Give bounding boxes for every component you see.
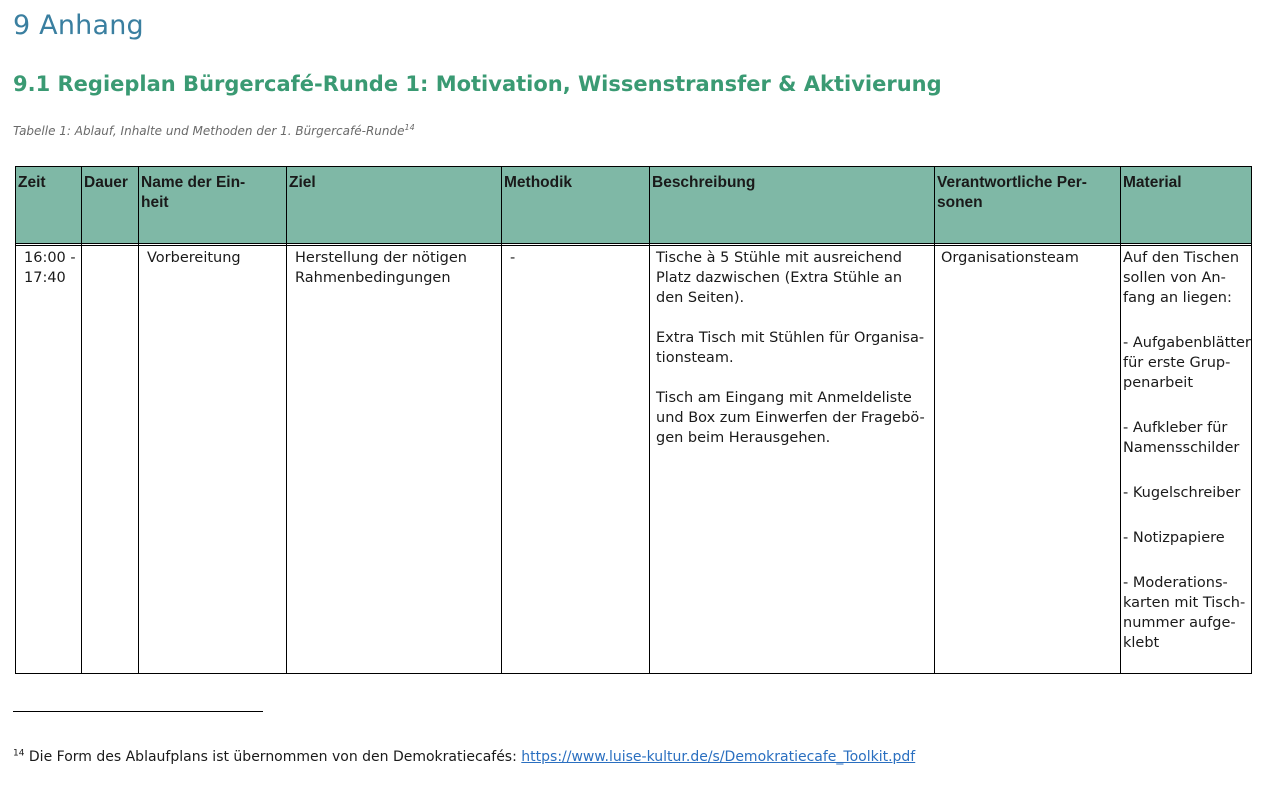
footnote-number: 14 <box>13 748 25 759</box>
header-zeit: Zeit <box>16 167 82 244</box>
caption-footnote-ref[interactable]: 14 <box>404 123 415 132</box>
header-material: Material <box>1121 167 1252 244</box>
beschreibung-paragraph: Tisch am Eingang mit Anmeldeliste und Box zum Einwerfen der Fragebö- gen beim Herausgehen. <box>656 390 925 446</box>
subsection-title: 9.1 Regieplan Bürgercafé-Runde 1: Motivation, Wissenstransfer & Aktivierung <box>13 72 942 96</box>
cell-beschreibung <box>650 246 935 674</box>
cell-methodik: - <box>502 246 650 674</box>
cell-name: Vorbereitung <box>139 246 287 674</box>
material-item: Auf den Tischen sollen von An- fang an liegen: <box>1123 250 1240 306</box>
header-name: Name der Ein- heit <box>139 167 287 244</box>
cell-dauer <box>82 246 139 674</box>
footnote-text: Die Form des Ablaufplans ist übernommen von den Demokratiecafés: <box>28 749 522 765</box>
header-methodik: Methodik <box>502 167 650 244</box>
table-row <box>16 246 1252 674</box>
table-header-row <box>16 167 1252 244</box>
header-ziel: Ziel <box>287 167 502 244</box>
cell-ziel: Herstellung der nötigen Rahmenbedingungen <box>287 246 502 674</box>
cell-material <box>1121 246 1252 674</box>
footnote <box>13 749 915 765</box>
header-dauer: Dauer <box>82 167 139 244</box>
material-item: - Aufgabenblätter für erste Grup- penarbeit <box>1123 335 1251 391</box>
section-title: 9 Anhang <box>13 10 144 41</box>
footnote-divider <box>13 711 263 712</box>
schedule-table <box>15 166 1252 674</box>
material-item: - Notizpapiere <box>1123 530 1225 546</box>
cell-zeit: 16:00 - 17:40 <box>16 246 82 674</box>
cell-verantwortlich: Organisationsteam <box>935 246 1121 674</box>
material-item: - Kugelschreiber <box>1123 485 1241 501</box>
table-caption <box>13 124 415 138</box>
material-item: - Moderations- karten mit Tisch- nummer aufge- klebt <box>1123 575 1246 651</box>
header-verantwortlich: Verantwortliche Per- sonen <box>935 167 1121 244</box>
material-item: - Aufkleber für Namensschilder <box>1123 420 1240 456</box>
header-beschreibung: Beschreibung <box>650 167 935 244</box>
footnote-link[interactable]: https://www.luise-kultur.de/s/Demokratiecafe_Toolkit.pdf <box>521 749 916 765</box>
beschreibung-paragraph: Tische à 5 Stühle mit ausreichend Platz dazwischen (Extra Stühle an den Seiten). <box>656 250 903 306</box>
beschreibung-paragraph: Extra Tisch mit Stühlen für Organisa- tionsteam. <box>656 330 925 366</box>
caption-text: Tabelle 1: Ablauf, Inhalte und Methoden der 1. Bürgercafé-Runde <box>13 124 405 138</box>
